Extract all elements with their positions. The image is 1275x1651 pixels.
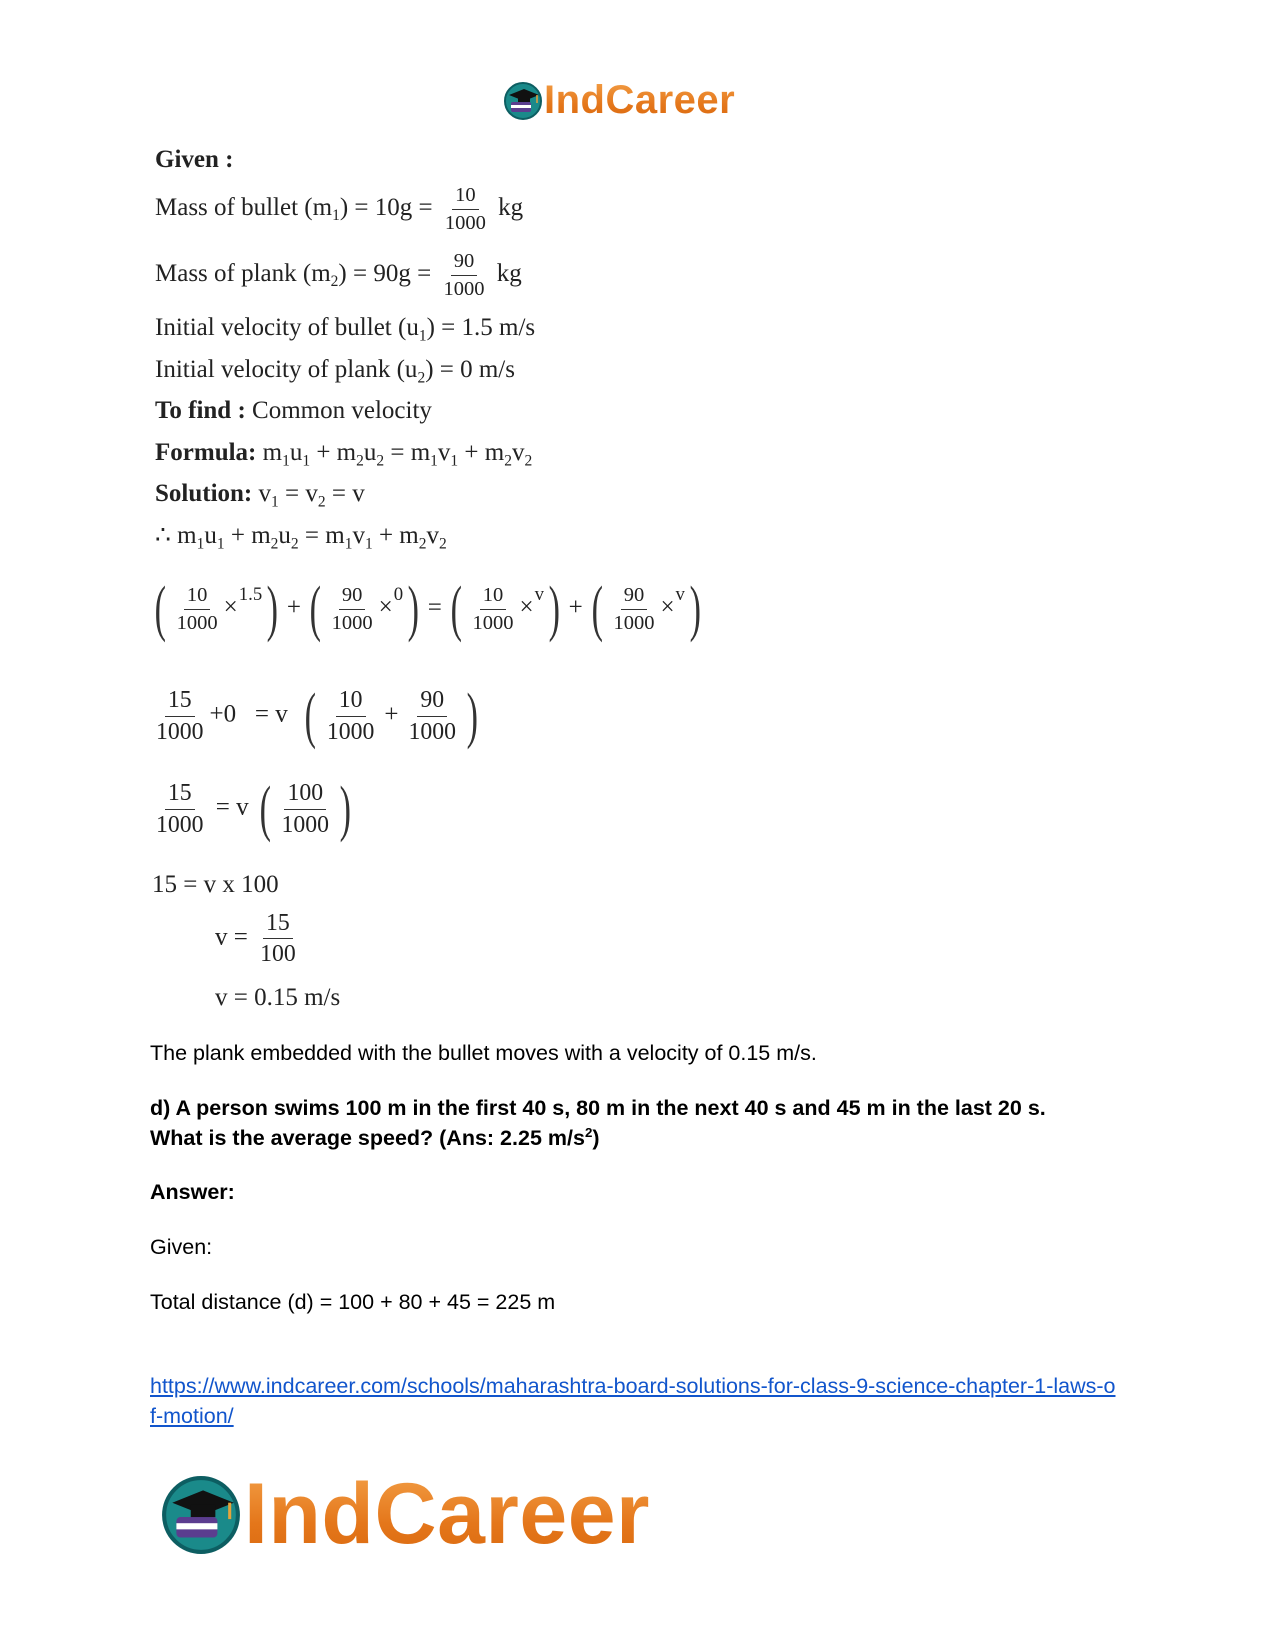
given-heading: Given : — [155, 146, 234, 173]
solution-line: Solution: $v_1 = v_2 = v$ — [155, 480, 365, 511]
initial-velocity-bullet: Initial velocity of bullet $(u_1) = 1.5$ m/s — [155, 314, 536, 345]
graduation-cap-book-icon — [503, 81, 543, 121]
graduation-cap-book-icon — [160, 1474, 242, 1556]
to-find-line: To find : Common velocity — [155, 397, 432, 424]
source-link[interactable]: https://www.indcareer.com/schools/maharashtra-board-solutions-for-class-9-science-chapter-1-laws-of-motion/ — [150, 1374, 1116, 1428]
equation-simplified-2: $\frac{15}{1000}$ = v ( $\frac{100}{1000}$ ) — [156, 775, 352, 843]
therefore-line: ∴ $m_1u_1 + m_2u_2 = m_1v_1 + m_2v_2$ — [155, 522, 447, 553]
total-distance-text: Total distance (d) = 100 + 80 + 45 = 225 m — [150, 1290, 556, 1314]
equation-v-fraction: v = $\frac{15}{100}$ — [215, 910, 296, 968]
mass-plank-line: Mass of plank $(m_2) = 90g$ = $\frac{90}{1000}$ kg — [155, 250, 522, 300]
equation-v-result: v = 0.15 m/s — [215, 984, 341, 1011]
equation-15-v-100: 15 = v x 100 — [152, 871, 279, 898]
equation-momentum-substituted: ( $\frac{10}{1000}$ ×$^{1.5}$) + ( $\frac{90}{1000}$ ×$^0$) = ( $\frac{10}{1000}$ ×$^v$) + ( $\frac{90}{1000}$ ×$^v$) — [154, 575, 701, 643]
indcareer-logo-top — [503, 78, 735, 123]
brand-name: IndCareer — [244, 1466, 650, 1562]
conclusion-text: The plank embedded with the bullet moves with a velocity of 0.15 m/s. — [150, 1041, 817, 1065]
formula-line: Formula: $m_1u_1 + m_2u_2 = m_1v_1 + m_2v_2$ — [155, 439, 533, 470]
indcareer-logo-bottom — [160, 1465, 650, 1564]
given-text: Given: — [150, 1235, 213, 1259]
mass-bullet-line: Mass of bullet $(m_1) = 10g$ = $\frac{10}{1000}$ kg — [155, 184, 524, 234]
equation-simplified-1: $\frac{15}{1000}$ +0 = v ( $\frac{10}{1000}$ + $\frac{90}{1000}$ ) — [156, 682, 478, 750]
brand-name: IndCareer — [544, 78, 736, 122]
question-d: d) A person swims 100 m in the first 40 s, 80 m in the next 40 s and 45 m in the last 20 s. What is the average speed? (Ans: 2.25 $m/s^2$) — [150, 1096, 1046, 1150]
initial-velocity-plank: Initial velocity of plank $(u_2) = 0$ m/s — [155, 356, 515, 387]
answer-label: Answer: — [150, 1180, 235, 1204]
